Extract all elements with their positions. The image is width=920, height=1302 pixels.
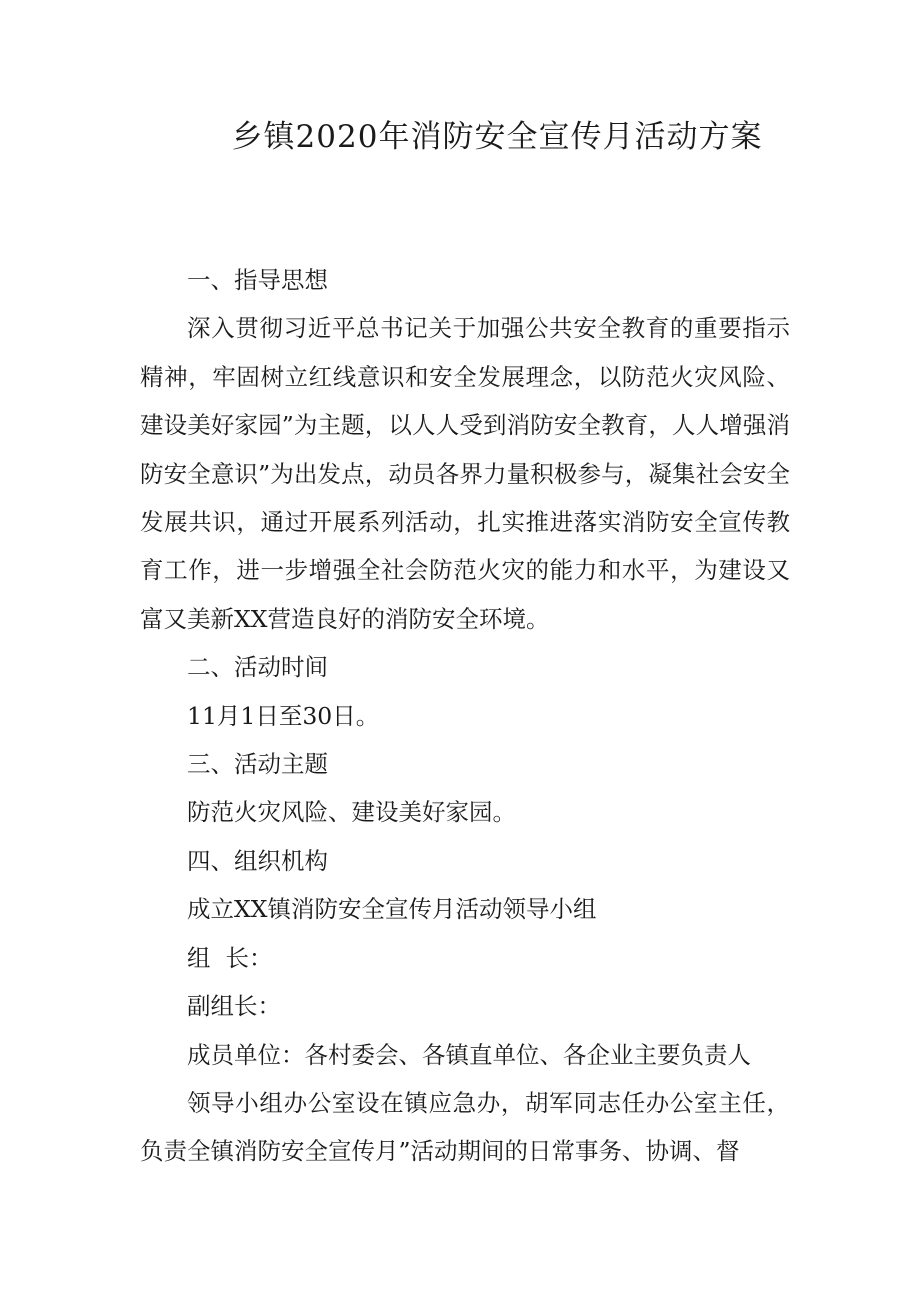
document-body [140, 256, 790, 1176]
text-activity-theme: 防范火灾风险、建设美好家园。 [187, 798, 516, 827]
section-heading-activity-time: 二、活动时间 [187, 653, 328, 682]
section-heading-organization: 四、组织机构 [187, 846, 328, 875]
section-heading-guiding-ideology: 一、指导思想 [187, 266, 328, 294]
paragraph-office: 领导小组办公室设在镇应急办，胡军同志任办公室主任，负责全镇消防安全宣传月”活动期间的日常事务、协调、督 [140, 1088, 790, 1166]
paragraph-guiding-ideology: 深入贯彻习近平总书记关于加强公共安全教育的重要指示精神，牢固树立红线意识和安全发展理念，以防范火灾风险、建设美好家园”为主题，以人人受到消防安全教育，人人增强消防安全意识”为出发点，动员各界力量积极参与，凝集社会安全发展共识，通过开展系列活动，扎实推进落实消防安全宣传教育工作，进一步增强全社会防范火灾的能力和水平，为建设又富又美新XX营造良好的消防安全环境。 [140, 314, 790, 633]
text-member-units: 成员单位：各村委会、各镇直单位、各企业主要负责人 [187, 1040, 751, 1069]
text-activity-time: 11月1日至30日。 [187, 701, 380, 730]
document-title: 乡镇2020年消防安全宣传月活动方案 [231, 119, 763, 155]
text-group-leader: 组 长： [187, 943, 273, 972]
section-heading-activity-theme: 三、活动主题 [187, 750, 328, 779]
text-deputy-leader: 副组长： [187, 992, 281, 1021]
text-leading-group: 成立XX镇消防安全宣传月活动领导小组 [187, 895, 597, 924]
